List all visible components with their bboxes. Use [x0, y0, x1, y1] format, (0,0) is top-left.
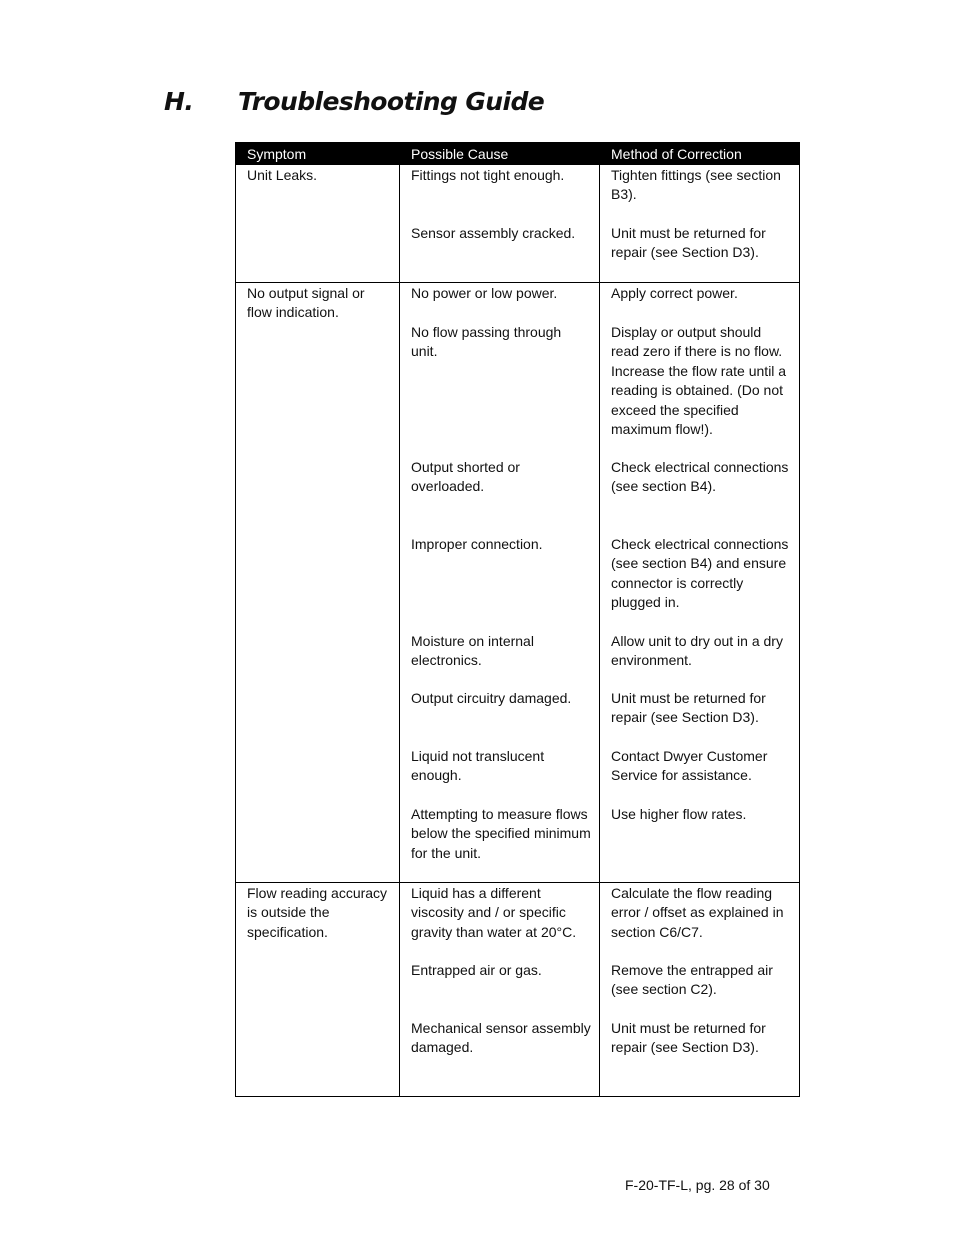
symptom-text: Unit Leaks.	[247, 167, 318, 183]
correction-text: Unit must be returned for repair (see Section D3).	[611, 225, 766, 261]
cause-text: Mechanical sensor assembly damaged.	[411, 1020, 591, 1056]
correction-text: Check electrical connections (see section B4).	[611, 459, 789, 495]
section-title: Troubleshooting Guide	[238, 87, 545, 116]
symptom-cell	[236, 883, 400, 1097]
cause-text: Sensor assembly cracked.	[411, 225, 576, 241]
correction-cell	[600, 165, 800, 283]
cause-text: Fittings not tight enough.	[411, 167, 565, 183]
correction-cell	[600, 283, 800, 883]
cause-text: Output circuitry damaged.	[411, 690, 572, 706]
symptom-cell	[236, 165, 400, 283]
table-row	[236, 283, 800, 883]
correction-text: Tighten fittings (see section B3).	[611, 167, 781, 203]
cause-text: Attempting to measure flows below the specified minimum for the unit.	[411, 806, 591, 861]
correction-text: Contact Dwyer Customer Service for assistance.	[611, 748, 768, 784]
header-method-of-correction: Method of Correction	[600, 143, 800, 165]
symptom-text: No output signal or flow indication.	[247, 285, 365, 321]
symptom-cell	[236, 283, 400, 883]
cause-text: Liquid not translucent enough.	[411, 748, 545, 784]
symptom-text: Flow reading accuracy is outside the specification.	[247, 885, 388, 940]
cause-text: Entrapped air or gas.	[411, 962, 542, 978]
header-symptom: Symptom	[236, 143, 400, 165]
page-footer: F-20-TF-L, pg. 28 of 30	[625, 1177, 770, 1193]
table-row	[236, 165, 800, 283]
cause-text: No power or low power.	[411, 285, 558, 301]
cause-cell	[400, 283, 600, 883]
cause-text: Improper connection.	[411, 536, 543, 552]
table-header-row	[236, 143, 800, 165]
cause-text: Output shorted or overloaded.	[411, 459, 520, 495]
header-possible-cause: Possible Cause	[400, 143, 600, 165]
section-letter: H.	[164, 87, 194, 116]
cause-text: No flow passing through unit.	[411, 324, 562, 360]
correction-text: Check electrical connections (see section B4) and ensure connector is correctly plugged in.	[611, 536, 789, 611]
correction-text: Allow unit to dry out in a dry environment.	[611, 633, 783, 669]
cause-cell	[400, 883, 600, 1097]
correction-text: Apply correct power.	[611, 285, 738, 301]
correction-text: Calculate the flow reading error / offset as explained in section C6/C7.	[611, 885, 784, 940]
page-heading	[164, 84, 544, 120]
troubleshooting-table	[235, 142, 800, 1097]
correction-text: Use higher flow rates.	[611, 806, 747, 822]
table-row	[236, 883, 800, 1097]
cause-text: Liquid has a different viscosity and / or specific gravity than water at 20°C.	[411, 885, 577, 940]
cause-cell	[400, 165, 600, 283]
cause-text: Moisture on internal electronics.	[411, 633, 534, 669]
correction-text: Unit must be returned for repair (see Section D3).	[611, 1020, 766, 1056]
correction-cell	[600, 883, 800, 1097]
correction-text: Remove the entrapped air (see section C2).	[611, 962, 773, 998]
correction-text: Display or output should read zero if there is no flow. Increase the flow rate until a reading is obtained. (Do not exceed the specified maximum flow!).	[611, 324, 787, 438]
correction-text: Unit must be returned for repair (see Section D3).	[611, 690, 766, 726]
